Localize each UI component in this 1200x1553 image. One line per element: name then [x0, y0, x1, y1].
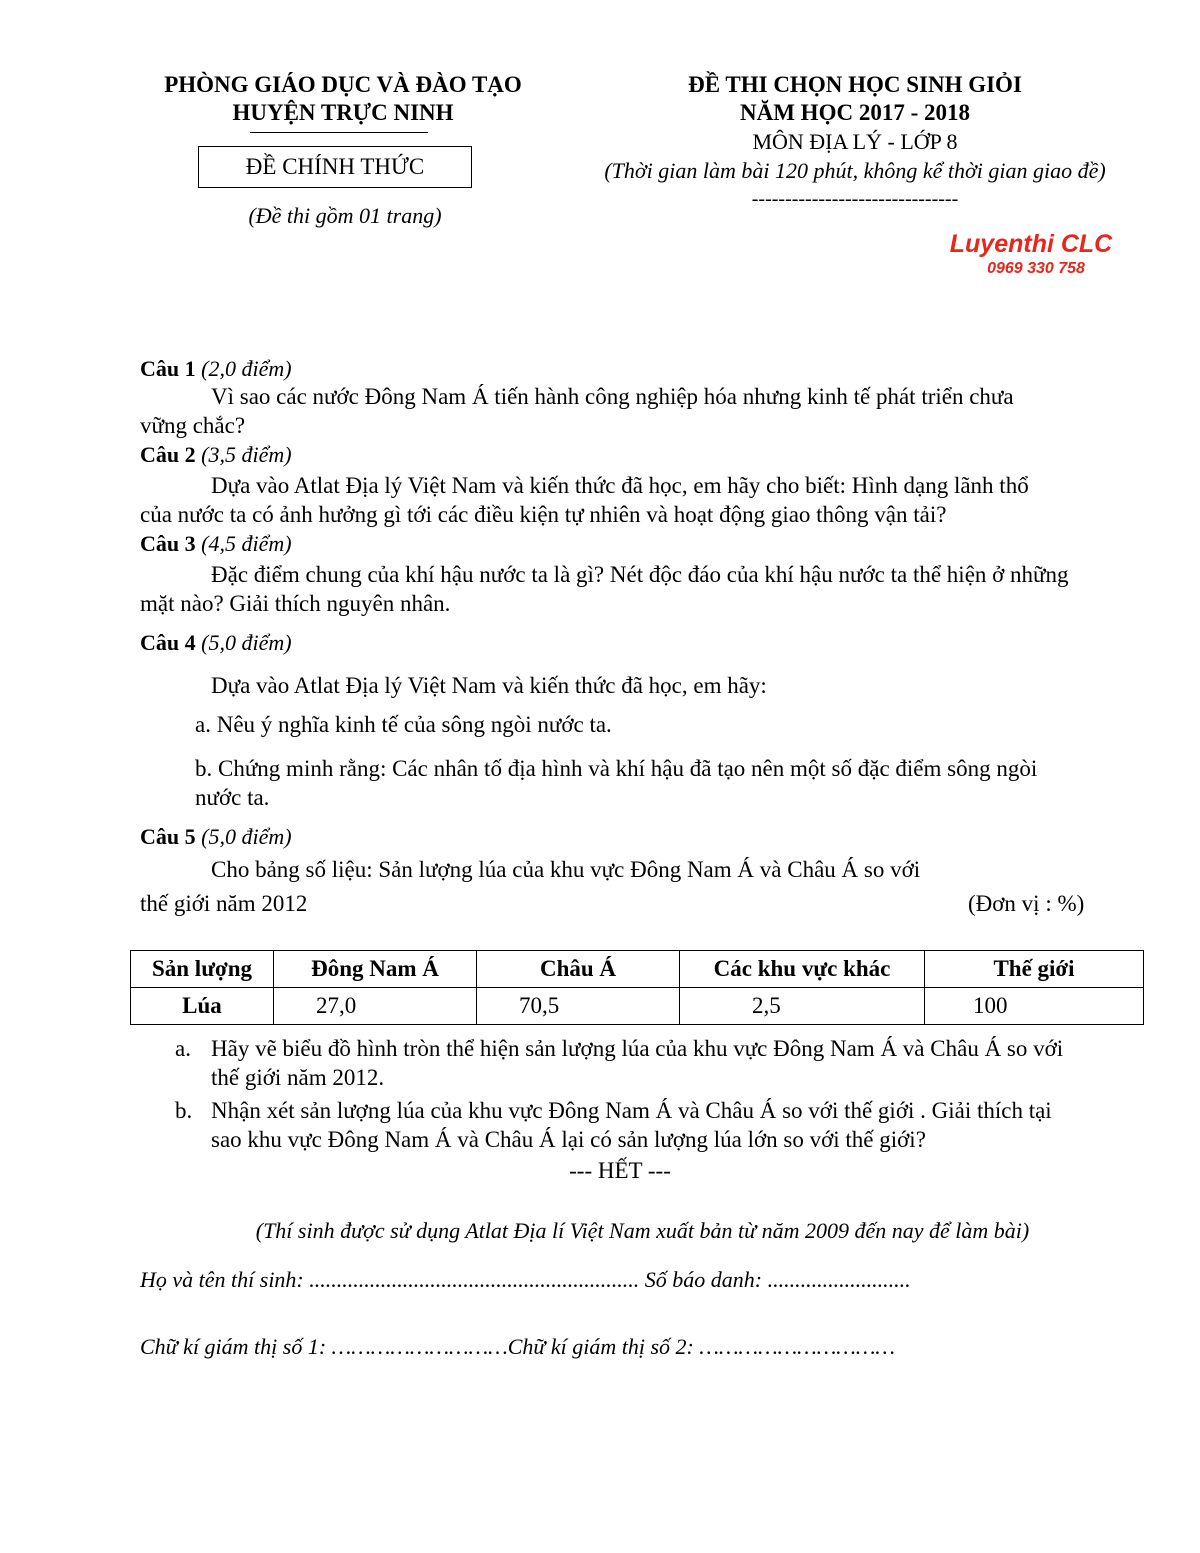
question-3-text-line-2: mặt nào? Giải thích nguyên nhân. [140, 591, 451, 616]
question-5-intro-line-1: Cho bảng số liệu: Sản lượng lúa của khu vực Đông Nam Á và Châu Á so với [211, 857, 921, 882]
question-5-b-marker: b. [175, 1098, 193, 1123]
pages-note: (Đề thi gồm 01 trang) [248, 203, 442, 228]
question-5-a-line-1: Hãy vẽ biểu đồ hình tròn thể hiện sản lượng lúa của khu vực Đông Nam Á và Châu Á so với [211, 1036, 1064, 1061]
question-5-a-line-2: thế giới năm 2012. [211, 1065, 385, 1090]
question-2-text-line-2: của nước ta có ảnh hưởng gì tới các điều kiện tự nhiên và hoạt động giao thông vận tải? [140, 502, 947, 527]
table-cell: 100 [925, 988, 1144, 1025]
district-name: HUYỆN TRỰC NINH [232, 100, 454, 125]
question-label: Câu 5 [140, 824, 196, 849]
question-5-b-line-1: Nhận xét sản lượng lúa của khu vực Đông Nam Á và Châu Á so với thế giới . Giải thích tại [211, 1098, 1052, 1123]
unit-note: (Đơn vị : %) [968, 891, 1085, 916]
atlas-note: (Thí sinh được sử dụng Atlat Địa lí Việt Nam xuất bản từ năm 2009 đến nay để làm bài) [255, 1218, 1030, 1243]
time-note: (Thời gian làm bài 120 phút, không kể thời gian giao đề) [604, 158, 1106, 183]
official-exam-label: ĐỀ CHÍNH THỨC [245, 154, 425, 179]
question-points: (2,0 điểm) [201, 356, 292, 381]
exam-title: ĐỀ THI CHỌN HỌC SINH GIỎI [688, 72, 1022, 97]
subject-grade: MÔN ĐỊA LÝ - LỚP 8 [752, 129, 958, 154]
question-4-item-b-line-1: b. Chứng minh rằng: Các nhân tố địa hình và khí hậu đã tạo nên một số đặc điểm sông ngòi [195, 756, 1038, 781]
question-label: Câu 2 [140, 442, 196, 467]
question-3-heading [140, 531, 292, 557]
question-5-b-line-2: sao khu vực Đông Nam Á và Châu Á lại có sản lượng lúa lớn so với thế giới? [211, 1127, 926, 1152]
question-2-text-line-1: Dựa vào Atlat Địa lý Việt Nam và kiến thức đã học, em hãy cho biết: Hình dạng lãnh thổ [211, 473, 1029, 498]
table-header-cell: Châu Á [477, 951, 680, 988]
question-points: (3,5 điểm) [201, 442, 292, 467]
question-2-heading [140, 442, 292, 468]
supervisor-signature-line: Chữ kí giám thị số 1: ………………………Chữ kí giám thị số 2: ………………………… [140, 1334, 895, 1359]
question-points: (5,0 điểm) [201, 630, 292, 655]
table-header-cell: Sản lượng [131, 951, 274, 988]
table-cell: 2,5 [680, 988, 925, 1025]
school-year: NĂM HỌC 2017 - 2018 [740, 100, 970, 125]
table-header-cell: Thế giới [925, 951, 1144, 988]
question-5-a-marker: a. [175, 1036, 191, 1061]
question-1-heading [140, 356, 292, 382]
question-1-text-line-1: Vì sao các nước Đông Nam Á tiến hành công nghiệp hóa nhưng kinh tế phát triển chưa [211, 384, 1014, 409]
end-marker: --- HẾT --- [569, 1158, 671, 1183]
logo-name: Luyenthi CLC [949, 230, 1113, 258]
question-4-heading [140, 630, 292, 656]
question-4-intro: Dựa vào Atlat Địa lý Việt Nam và kiến thức đã học, em hãy: [211, 673, 767, 698]
question-5-intro-line-2: thế giới năm 2012 [140, 891, 308, 916]
table-cell: 27,0 [274, 988, 477, 1025]
table-row-label: Lúa [131, 988, 274, 1025]
question-1-text-line-2: vững chắc? [140, 413, 246, 438]
header-dashes: ------------------------------- [751, 188, 959, 210]
question-points: (4,5 điểm) [201, 531, 292, 556]
department-name: PHÒNG GIÁO DỤC VÀ ĐÀO TẠO [164, 72, 522, 97]
question-5-heading [140, 824, 292, 850]
table-row [131, 988, 1144, 1025]
official-exam-box [198, 146, 472, 188]
table-header-cell: Các khu vực khác [680, 951, 925, 988]
candidate-info-line: Họ và tên thí sinh: ............................................................ Số báo danh: .......................... [140, 1267, 911, 1292]
question-3-text-line-1: Đặc điểm chung của khí hậu nước ta là gì? Nét độc đáo của khí hậu nước ta thể hiện ở những [211, 562, 1069, 587]
header-underline [250, 132, 428, 133]
rice-production-table [130, 950, 1144, 1025]
question-4-item-b-line-2: nước ta. [195, 785, 270, 810]
question-label: Câu 3 [140, 531, 196, 556]
luyenthi-logo [916, 228, 1146, 278]
question-label: Câu 4 [140, 630, 196, 655]
question-label: Câu 1 [140, 356, 196, 381]
table-cell: 70,5 [477, 988, 680, 1025]
logo-phone: 0969 330 758 [987, 260, 1085, 277]
question-4-item-a: a. Nêu ý nghĩa kinh tế của sông ngòi nước ta. [195, 712, 612, 737]
table-header-cell: Đông Nam Á [274, 951, 477, 988]
question-points: (5,0 điểm) [201, 824, 292, 849]
table-header-row [131, 951, 1144, 988]
